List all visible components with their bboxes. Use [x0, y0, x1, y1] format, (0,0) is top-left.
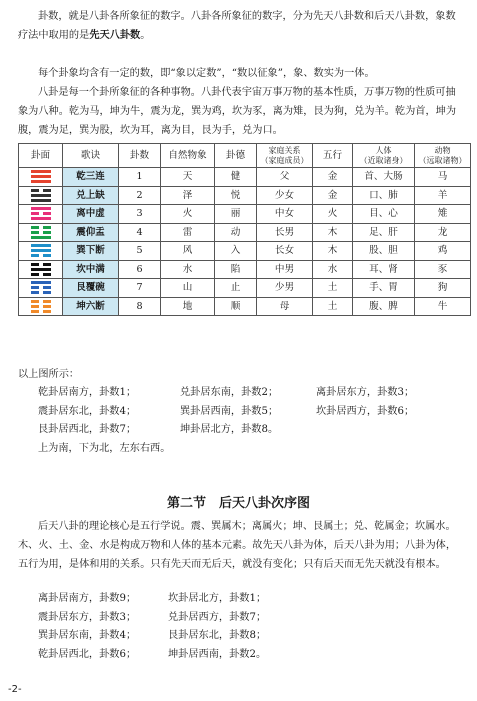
cell-song: 坎中满: [63, 260, 119, 279]
cell-num: 3: [119, 205, 161, 224]
cell-element: 水: [313, 260, 353, 279]
cell-animal: 狗: [415, 279, 471, 298]
cell-animal: 羊: [415, 186, 471, 205]
list-item: 巽卦居东南，卦数4；: [38, 630, 137, 641]
cell-virtue: 顺: [215, 297, 257, 316]
direction-note: 上为南，下为北，左东右西。: [38, 443, 171, 454]
yin-line-segment: [43, 263, 51, 266]
yin-line-segment: [31, 291, 39, 294]
intro-para3-text: 八卦是每一个卦所象征的各种事物。八卦代表宇宙万事万物的基本性质，万事万物的性质可抽象为八种。乾为马，坤为牛，震为龙，巽为鸡，坎为豕，离为雉，艮为狗，兑为羊。乾为首，坤为腹，震为足，巽为股，坎为耳，离为目，艮为手，兑为口。: [18, 87, 457, 136]
list-item: 震卦居东北，卦数4；: [38, 405, 137, 417]
header-cell: 卦德: [215, 144, 257, 168]
header-cell: 五行: [313, 144, 353, 168]
cell-virtue: 止: [215, 279, 257, 298]
cell-family: 中男: [257, 260, 313, 279]
houtian-list-col2: [168, 590, 266, 664]
cell-body: 耳、肾: [353, 260, 415, 279]
yin-line-segment: [31, 300, 39, 303]
cell-song: 离中虚: [63, 205, 119, 224]
cell-animal: 豕: [415, 260, 471, 279]
list-item: 震卦居东方，卦数3；: [38, 611, 137, 623]
yang-line: [31, 194, 51, 197]
yang-line: [31, 281, 51, 284]
cell-nature: 天: [161, 168, 215, 187]
cell-animal: 雉: [415, 205, 471, 224]
cell-element: 土: [313, 279, 353, 298]
cell-family: 母: [257, 297, 313, 316]
yin-line-segment: [31, 263, 39, 266]
cell-nature: 火: [161, 205, 215, 224]
cell-element: 金: [313, 186, 353, 205]
header-cell: 家庭关系 （家庭成员）: [257, 144, 313, 168]
cell-family: 长女: [257, 242, 313, 261]
yin-line-segment: [43, 212, 51, 215]
trigram-icon: [31, 226, 51, 239]
xiantian-heading: [18, 365, 464, 384]
cell-nature: 风: [161, 242, 215, 261]
trigram-cell: [19, 168, 63, 187]
yin-line-segment: [31, 189, 39, 192]
table-header-row: [19, 144, 471, 168]
cell-nature: 雷: [161, 223, 215, 242]
trigram-cell: [19, 186, 63, 205]
table-body: [19, 168, 471, 316]
xiantian-list-col3: [316, 384, 414, 421]
list-item: 离卦居南方，卦数9；: [38, 593, 137, 604]
list-item: 艮卦居东北，卦数8；: [168, 630, 267, 641]
yin-line-segment: [43, 291, 51, 294]
cell-num: 2: [119, 186, 161, 205]
cell-element: 火: [313, 205, 353, 224]
cell-body: 手、胃: [353, 279, 415, 298]
cell-song: 震仰盂: [63, 223, 119, 242]
cell-nature: 地: [161, 297, 215, 316]
list-heading: 以上图所示：: [18, 369, 80, 380]
list-item: 离卦居东方，卦数3；: [316, 387, 415, 398]
trigram-cell: [19, 279, 63, 298]
yang-line: [31, 180, 51, 183]
list-item: 坎卦居西方，卦数6；: [316, 405, 415, 417]
cell-element: 木: [313, 223, 353, 242]
header-cell: 人体 （近取诸身）: [353, 144, 415, 168]
yang-line: [31, 249, 51, 252]
xiantian-list-col1: [38, 384, 136, 440]
yin-line-segment: [31, 305, 39, 308]
header-cell: 动物 （远取诸物）: [415, 144, 471, 168]
list-item: 艮卦居西北，卦数7；: [38, 424, 137, 435]
cell-nature: 山: [161, 279, 215, 298]
header-cell: 卦数: [119, 144, 161, 168]
trigram-icon: [31, 263, 51, 276]
table-row: [19, 297, 471, 316]
trigram-cell: [19, 205, 63, 224]
cell-song: 坤六断: [63, 297, 119, 316]
cell-virtue: 入: [215, 242, 257, 261]
table-row: [19, 260, 471, 279]
yin-line-segment: [43, 231, 51, 234]
cell-element: 木: [313, 242, 353, 261]
yang-line: [31, 175, 51, 178]
intro-paragraph-1: [18, 7, 464, 45]
trigram-icon: [31, 281, 51, 294]
list-item: 乾卦居西北，卦数6；: [38, 648, 137, 660]
houtian-paragraph: [18, 517, 464, 574]
houtian-para-text: 后天八卦的理论核心是五行学说。震、巽属木；离属火；坤、艮属土；兑、乾属金；坎属水。木、火、土、金、水是构成万物和人体的基本元素。故先天八卦为体，后天八卦为用；八卦为体，五行为用，是体和用的关系。只有先天而无后天，就没有变化；只有后天而无先天就没有根本。: [18, 521, 457, 570]
list-item: 坎卦居北方，卦数1；: [168, 593, 267, 604]
yin-line-segment: [31, 231, 39, 234]
list-item: 兑卦居东南，卦数2；: [180, 387, 279, 398]
cell-virtue: 陷: [215, 260, 257, 279]
cell-body: 腹、脾: [353, 297, 415, 316]
yin-line-segment: [31, 226, 39, 229]
intro-text-end: 。: [140, 30, 151, 41]
cell-family: 父: [257, 168, 313, 187]
section-title: 第二节 后天八卦次序图: [166, 496, 310, 511]
yang-line: [31, 217, 51, 220]
yin-line-segment: [43, 189, 51, 192]
list-item: 坤卦居西南，卦数2。: [168, 648, 267, 660]
trigram-icon: [31, 189, 51, 202]
cell-virtue: 丽: [215, 205, 257, 224]
intro-bold-term: 先天八卦数: [89, 29, 141, 41]
yin-line-segment: [43, 254, 51, 257]
trigram-cell: [19, 242, 63, 261]
yin-line-segment: [43, 273, 51, 276]
header-cell: 歌诀: [63, 144, 119, 168]
cell-family: 长男: [257, 223, 313, 242]
trigram-icon: [31, 170, 51, 183]
cell-family: 少男: [257, 279, 313, 298]
table-row: [19, 279, 471, 298]
cell-element: 金: [313, 168, 353, 187]
cell-animal: 马: [415, 168, 471, 187]
yin-line-segment: [43, 226, 51, 229]
cell-nature: 水: [161, 260, 215, 279]
yang-line: [31, 199, 51, 202]
cell-virtue: 健: [215, 168, 257, 187]
cell-song: 兑上缺: [63, 186, 119, 205]
intro-paragraph-2: [18, 64, 464, 83]
trigram-icon: [31, 300, 51, 313]
cell-num: 6: [119, 260, 161, 279]
cell-family: 中女: [257, 205, 313, 224]
table-row: [19, 223, 471, 242]
cell-animal: 鸡: [415, 242, 471, 261]
yin-line-segment: [31, 310, 39, 313]
table-row: [19, 242, 471, 261]
cell-num: 7: [119, 279, 161, 298]
yin-line-segment: [43, 305, 51, 308]
cell-song: 艮覆碗: [63, 279, 119, 298]
yang-line: [31, 244, 51, 247]
cell-nature: 泽: [161, 186, 215, 205]
cell-num: 4: [119, 223, 161, 242]
yin-line-segment: [31, 273, 39, 276]
yang-line: [31, 207, 51, 210]
cell-body: 股、胆: [353, 242, 415, 261]
yin-line-segment: [43, 286, 51, 289]
cell-virtue: 悦: [215, 186, 257, 205]
cell-body: 目、心: [353, 205, 415, 224]
page-number: -2-: [8, 684, 22, 695]
header-cell: 卦面: [19, 144, 63, 168]
cell-song: 巽下断: [63, 242, 119, 261]
cell-song: 乾三连: [63, 168, 119, 187]
houtian-list-col1: [38, 590, 136, 664]
cell-num: 5: [119, 242, 161, 261]
cell-num: 1: [119, 168, 161, 187]
trigram-cell: [19, 297, 63, 316]
xiantian-footer: [38, 440, 170, 459]
yin-line-segment: [43, 310, 51, 313]
trigram-icon: [31, 207, 51, 220]
bagua-table: [18, 143, 471, 316]
table-row: [19, 168, 471, 187]
intro-para2-text: 每个卦象均含有一定的数，即“象以定数”，“数以征象”，象、数实为一体。: [38, 68, 375, 79]
intro-paragraph-3: [18, 83, 464, 140]
header-cell: 自然物象: [161, 144, 215, 168]
cell-num: 8: [119, 297, 161, 316]
list-item: 坤卦居北方，卦数8。: [180, 424, 279, 435]
yin-line-segment: [31, 286, 39, 289]
table-row: [19, 205, 471, 224]
cell-animal: 牛: [415, 297, 471, 316]
yang-line: [31, 170, 51, 173]
yin-line-segment: [31, 254, 39, 257]
list-item: 兑卦居西方，卦数7；: [168, 611, 267, 623]
table-row: [19, 186, 471, 205]
yin-line-segment: [43, 300, 51, 303]
list-item: 巽卦居西南，卦数5；: [180, 405, 279, 417]
cell-animal: 龙: [415, 223, 471, 242]
cell-virtue: 动: [215, 223, 257, 242]
cell-element: 土: [313, 297, 353, 316]
intro-text: 卦数，就是八卦各所象征的数字。八卦各所象征的数字，分为先天八卦数和后天八卦数，象数疗法中取用的是: [18, 11, 456, 41]
trigram-icon: [31, 244, 51, 257]
trigram-cell: [19, 260, 63, 279]
trigram-cell: [19, 223, 63, 242]
yin-line-segment: [31, 212, 39, 215]
cell-family: 少女: [257, 186, 313, 205]
cell-body: 口、肺: [353, 186, 415, 205]
list-item: 乾卦居南方，卦数1；: [38, 387, 137, 398]
yang-line: [31, 268, 51, 271]
yang-line: [31, 236, 51, 239]
xiantian-list-col2: [180, 384, 278, 440]
cell-body: 足、肝: [353, 223, 415, 242]
cell-body: 首、大肠: [353, 168, 415, 187]
